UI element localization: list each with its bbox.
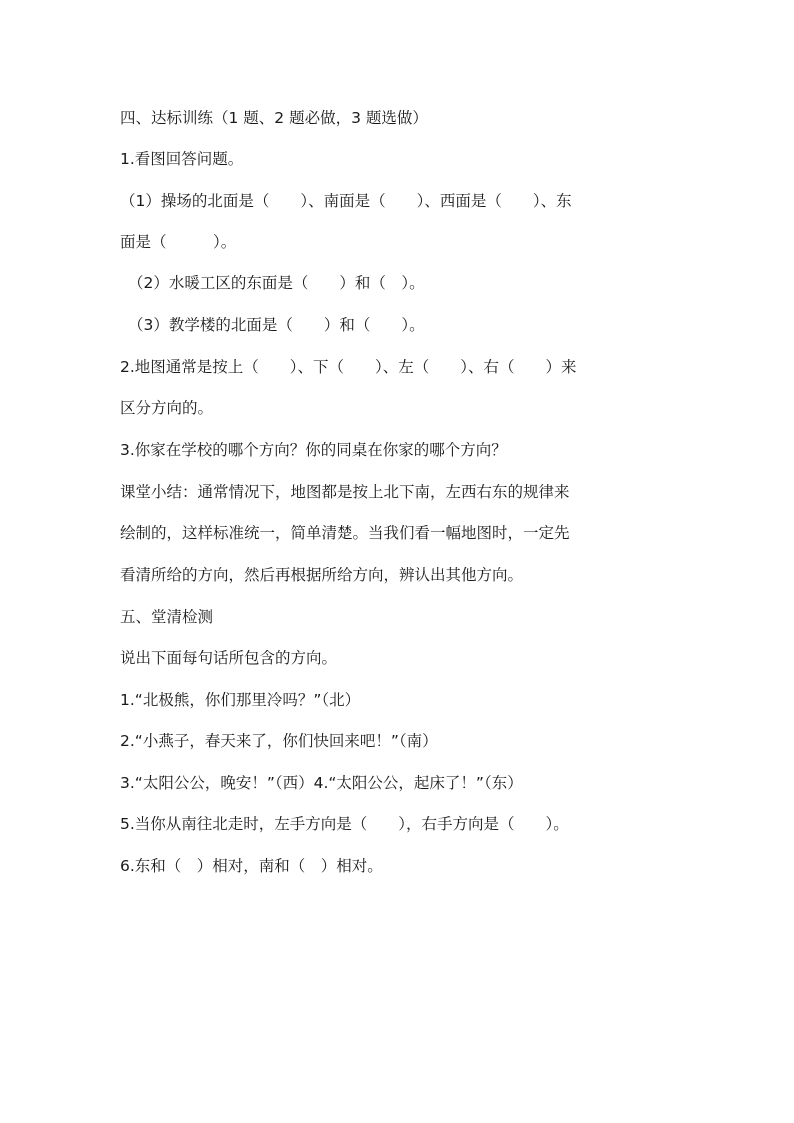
section-5-intro: 说出下面每句话所包含的方向。 xyxy=(120,649,338,667)
question-1-1-line-1: （1）操场的北面是（ ）、南面是（ ）、西面是（ ）、东 xyxy=(120,192,572,210)
question-3: 3.你家在学校的哪个方向？你的同桌在你家的哪个方向？ xyxy=(120,441,507,459)
section-5-heading: 五、堂清检测 xyxy=(120,608,214,626)
summary-line-3: 看清所给的方向，然后再根据所给方向，辨认出其他方向。 xyxy=(120,566,524,584)
check-item-1: 1.“北极熊，你们那里冷吗？”（北） xyxy=(120,691,361,709)
check-item-5: 5.当你从南往北走时，左手方向是（ ），右手方向是（ ）。 xyxy=(120,815,569,833)
section-4-heading: 四、达标训练（1 题、2 题必做，3 题选做） xyxy=(120,109,428,127)
question-1-1-line-2: 面是（ ）。 xyxy=(120,233,237,251)
summary-line-2: 绘制的，这样标准统一，简单清楚。当我们看一幅地图时，一定先 xyxy=(120,524,570,542)
question-1-3: （3）教学楼的北面是（ ）和（ ）。 xyxy=(128,316,425,334)
question-2-line-1: 2.地图通常是按上（ ）、下（ ）、左（ ）、右（ ）来 xyxy=(120,358,577,376)
question-2-line-2: 区分方向的。 xyxy=(120,399,214,417)
check-item-2: 2.“小燕子，春天来了，你们快回来吧！”（南） xyxy=(120,732,438,750)
question-1-title: 1.看图回答问题。 xyxy=(120,150,244,168)
check-item-6: 6.东和（ ）相对，南和（ ）相对。 xyxy=(120,857,383,875)
question-1-2: （2）水暖工区的东面是（ ）和（ ）。 xyxy=(128,274,425,292)
summary-line-1: 课堂小结：通常情况下，地图都是按上北下南，左西右东的规律来 xyxy=(120,483,570,501)
check-item-3-4: 3.“太阳公公，晚安！”（西）4.“太阳公公，起床了！”（东） xyxy=(120,774,523,792)
